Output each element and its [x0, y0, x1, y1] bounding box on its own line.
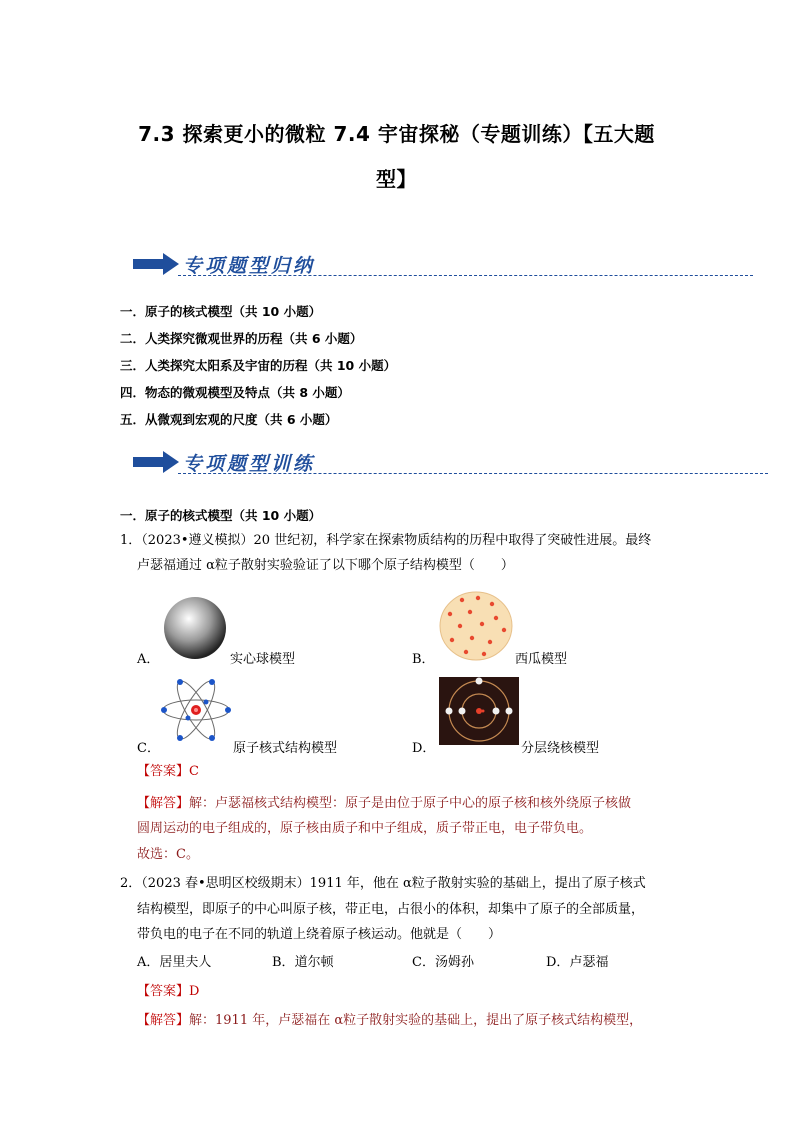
- q2-option-b: [272, 951, 334, 975]
- q1-option-c-letter: C．: [137, 741, 160, 756]
- q2-answer: [137, 980, 199, 1004]
- nuclear-atom-image: [160, 674, 232, 746]
- q1-stem-line2: 卢瑟福通过 α粒子散射实验验证了以下哪个原子结构模型（ ）: [137, 558, 514, 573]
- q2-option-c: [412, 951, 474, 975]
- layered-orbit-model-image: [439, 677, 519, 745]
- training-banner-text: 专项题型训练: [183, 453, 316, 475]
- solid-sphere-image: [163, 596, 227, 660]
- q2-option-d: [546, 951, 608, 975]
- q1-option-a-letter: A．: [137, 652, 160, 667]
- q2-option-a-letter: A．: [137, 955, 160, 970]
- q2-analysis-tag: 【解答】: [137, 1013, 190, 1028]
- q1-analysis-line2: 圆周运动的电子组成的，原子核由质子和中子组成，质子带正电，电子带负电。: [137, 821, 593, 836]
- arrow-right-icon: [133, 253, 179, 275]
- q1-analysis-tag: 【解答】: [137, 796, 190, 811]
- q1-conclusion: 故选：C。: [137, 847, 199, 862]
- summary-item-3: 三．人类探究太阳系及宇宙的历程（共 10 小题）: [120, 358, 397, 373]
- q1-option-d-letter: D．: [412, 741, 436, 756]
- q2-stem-line3: 带负电的电子在不同的轨道上绕着原子核运动。他就是（ ）: [137, 927, 502, 942]
- summary-banner-text: 专项题型归纳: [183, 255, 316, 277]
- q2-stem-line2: 结构模型，即原子的中心叫原子核，带正电，占很小的体积，却集中了原子的全部质量，: [137, 902, 645, 917]
- q2-option-c-label: 汤姆孙: [434, 955, 474, 970]
- q2-option-d-label: 卢瑟福: [569, 955, 609, 970]
- training-banner-divider: [178, 473, 768, 474]
- summary-item-4: 四．物态的微观模型及特点（共 8 小题）: [120, 385, 350, 400]
- q2-analysis-text: 解：1911 年，卢瑟福在 α粒子散射实验的基础上，提出了原子核式结构模型，: [189, 1013, 643, 1028]
- q1-option-c-label: 原子核式结构模型: [233, 741, 338, 756]
- summary-item-5: 五．从微观到宏观的尺度（共 6 小题）: [120, 412, 338, 427]
- q2-option-d-letter: D．: [546, 955, 570, 970]
- watermelon-model-image: [438, 590, 514, 662]
- summary-item-2: 二．人类探究微观世界的历程（共 6 小题）: [120, 331, 363, 346]
- summary-banner-divider: [178, 275, 753, 276]
- arrow-right-icon: [133, 451, 179, 473]
- q1-option-a-label: 实心球模型: [230, 652, 296, 667]
- q2-option-c-letter: C．: [412, 955, 435, 970]
- section-heading: 一．原子的核式模型（共 10 小题）: [120, 508, 322, 523]
- q2-answer-tag: 【答案】: [137, 984, 190, 999]
- q1-option-b-label: 西瓜模型: [515, 652, 568, 667]
- q1-answer-value: C: [189, 764, 199, 779]
- q2-option-b-letter: B．: [272, 955, 295, 970]
- q1-option-b-letter: B．: [412, 652, 435, 667]
- q1-stem-line1: 1．（2023•遵义模拟）20 世纪初，科学家在探索物质结构的历程中取得了突破性进展。最终: [120, 533, 652, 548]
- page-title-line2: 型】: [376, 167, 417, 191]
- q1-option-d-label: 分层绕核模型: [521, 741, 600, 756]
- q2-answer-value: D: [189, 984, 200, 999]
- training-banner: [133, 449, 773, 475]
- q2-option-b-label: 道尔顿: [294, 955, 334, 970]
- q1-analysis-text: 解：卢瑟福核式结构模型：原子是由位于原子中心的原子核和核外绕原子核做: [189, 796, 632, 811]
- summary-banner: [133, 251, 753, 277]
- q2-option-a-label: 居里夫人: [159, 955, 212, 970]
- q2-analysis-line1: [137, 1009, 642, 1033]
- q1-analysis-line1: [137, 792, 631, 816]
- q2-option-a: [137, 951, 211, 975]
- summary-item-1: 一．原子的核式模型（共 10 小题）: [120, 304, 322, 319]
- page-title-line1: 7.3 探索更小的微粒 7.4 宇宙探秘（专题训练）【五大题: [138, 122, 655, 146]
- q1-answer: [137, 760, 199, 784]
- q2-stem-line1: 2．（2023 春•思明区校级期末）1911 年，他在 α粒子散射实验的基础上，提出了原子核式: [120, 876, 646, 891]
- q1-answer-tag: 【答案】: [137, 764, 190, 779]
